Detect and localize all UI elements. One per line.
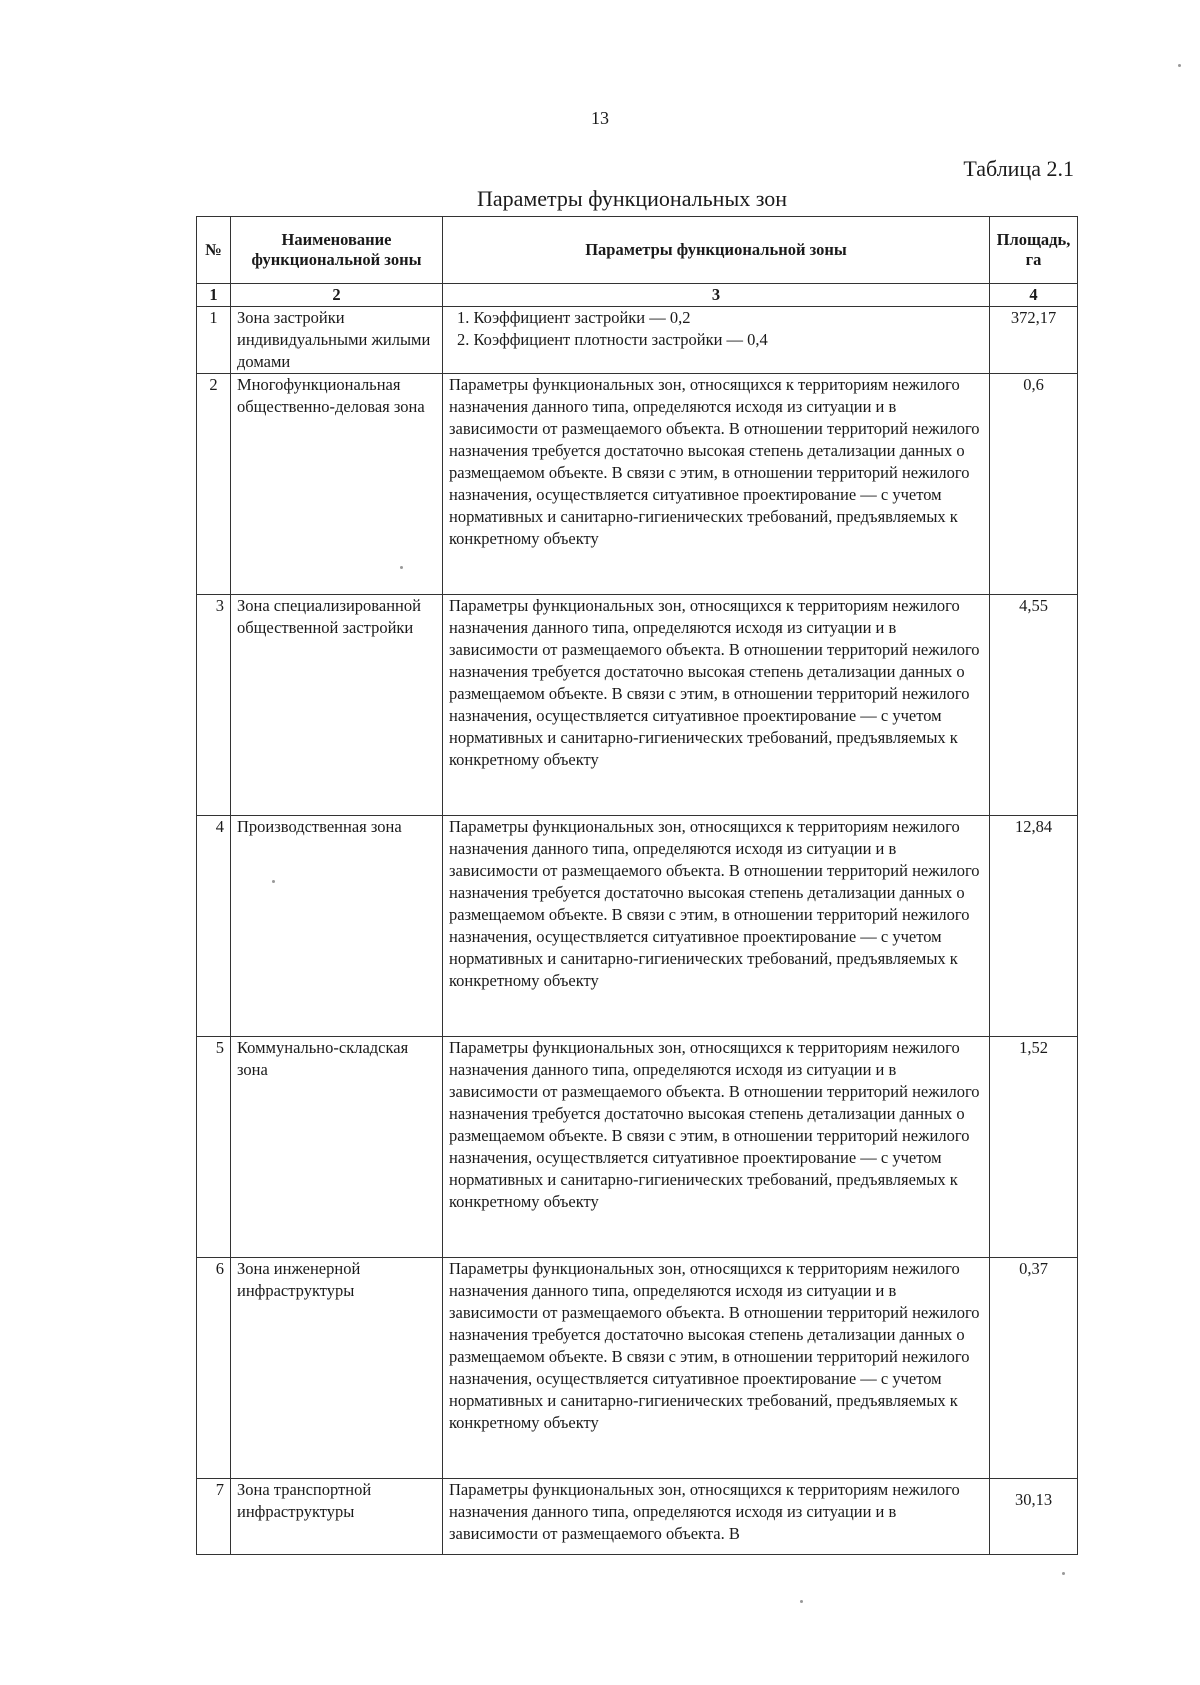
header-number: № (197, 217, 231, 284)
row-number: 3 (197, 595, 231, 816)
zone-params: Параметры функциональных зон, относящихся к территориям нежилого назначения данного типа, определяются исходя из ситуации и в зависимости от размещаемого объекта. В отношении территорий нежилого назначения требуется достаточно высокая степень детализации данных о размещаемом объекте. В связи с этим, в отношении территорий нежилого назначения, осуществляется ситуативное проектирование — с учетом нормативных и санитарно-гигиенических требований, предъявляемых к конкретному объекту (443, 595, 990, 816)
table-row (197, 595, 1078, 816)
zone-name: Многофункциональная общественно-деловая зона (231, 374, 443, 595)
table-row (197, 307, 1078, 374)
column-number: 2 (231, 284, 443, 307)
table-row (197, 374, 1078, 595)
zone-name: Коммунально-складская зона (231, 1037, 443, 1258)
table-label: Таблица 2.1 (963, 156, 1074, 181)
zone-area: 0,6 (990, 374, 1078, 595)
zone-params: Параметры функциональных зон, относящихся к территориям нежилого назначения данного типа, определяются исходя из ситуации и в зависимости от размещаемого объекта. В отношении территорий нежилого назначения требуется достаточно высокая степень детализации данных о размещаемом объекте. В связи с этим, в отношении территорий нежилого назначения, осуществляется ситуативное проектирование — с учетом нормативных и санитарно-гигиенических требований, предъявляемых к конкретному объекту (443, 1258, 990, 1479)
zone-name: Зона специализированной общественной застройки (231, 595, 443, 816)
zone-area: 0,37 (990, 1258, 1078, 1479)
page-number: 13 (591, 108, 609, 128)
zone-params: Параметры функциональных зон, относящихся к территориям нежилого назначения данного типа, определяются исходя из ситуации и в зависимости от размещаемого объекта. В отношении территорий нежилого назначения требуется достаточно высокая степень детализации данных о размещаемом объекте. В связи с этим, в отношении территорий нежилого назначения, осуществляется ситуативное проектирование — с учетом нормативных и санитарно-гигиенических требований, предъявляемых к конкретному объекту (443, 374, 990, 595)
column-number: 1 (197, 284, 231, 307)
row-number: 2 (197, 374, 231, 595)
column-number-row (197, 284, 1078, 307)
zone-area: 30,13 (990, 1479, 1078, 1555)
row-number: 1 (197, 307, 231, 374)
table-row (197, 1258, 1078, 1479)
table-row (197, 1037, 1078, 1258)
header-area: Площадь, га (990, 217, 1078, 284)
scan-speck (800, 1600, 803, 1603)
header-zone-name: Наименование функциональной зоны (231, 217, 443, 284)
zone-area: 372,17 (990, 307, 1078, 374)
zone-params: Параметры функциональных зон, относящихся к территориям нежилого назначения данного типа, определяются исходя из ситуации и в зависимости от размещаемого объекта. В (443, 1479, 990, 1555)
zones-table (196, 216, 1078, 1555)
table-row (197, 816, 1078, 1037)
scan-speck (1062, 1572, 1065, 1575)
scan-speck (400, 566, 403, 569)
table-title: Параметры функциональных зон (476, 186, 788, 211)
header-row (197, 217, 1078, 284)
zone-name: Зона транспортной инфраструктуры (231, 1479, 443, 1555)
scan-speck (272, 880, 275, 883)
row-number: 4 (197, 816, 231, 1037)
header-zone-params: Параметры функциональной зоны (443, 217, 990, 284)
zone-params: Параметры функциональных зон, относящихся к территориям нежилого назначения данного типа, определяются исходя из ситуации и в зависимости от размещаемого объекта. В отношении территорий нежилого назначения требуется достаточно высокая степень детализации данных о размещаемом объекте. В связи с этим, в отношении территорий нежилого назначения, осуществляется ситуативное проектирование — с учетом нормативных и санитарно-гигиенических требований, предъявляемых к конкретному объекту (443, 816, 990, 1037)
zone-area: 4,55 (990, 595, 1078, 816)
zone-params: 1. Коэффициент застройки — 0,2 2. Коэффициент плотности застройки — 0,4 (443, 307, 990, 374)
row-number: 5 (197, 1037, 231, 1258)
column-number: 3 (443, 284, 990, 307)
table-row (197, 1479, 1078, 1555)
row-number: 6 (197, 1258, 231, 1479)
zone-name: Производственная зона (231, 816, 443, 1037)
zone-params: Параметры функциональных зон, относящихся к территориям нежилого назначения данного типа, определяются исходя из ситуации и в зависимости от размещаемого объекта. В отношении территорий нежилого назначения требуется достаточно высокая степень детализации данных о размещаемом объекте. В связи с этим, в отношении территорий нежилого назначения, осуществляется ситуативное проектирование — с учетом нормативных и санитарно-гигиенических требований, предъявляемых к конкретному объекту (443, 1037, 990, 1258)
row-number: 7 (197, 1479, 231, 1555)
zone-area: 1,52 (990, 1037, 1078, 1258)
scan-speck (1178, 64, 1181, 67)
zone-name: Зона застройки индивидуальными жилыми домами (231, 307, 443, 374)
zone-name: Зона инженерной инфраструктуры (231, 1258, 443, 1479)
zone-area: 12,84 (990, 816, 1078, 1037)
column-number: 4 (990, 284, 1078, 307)
